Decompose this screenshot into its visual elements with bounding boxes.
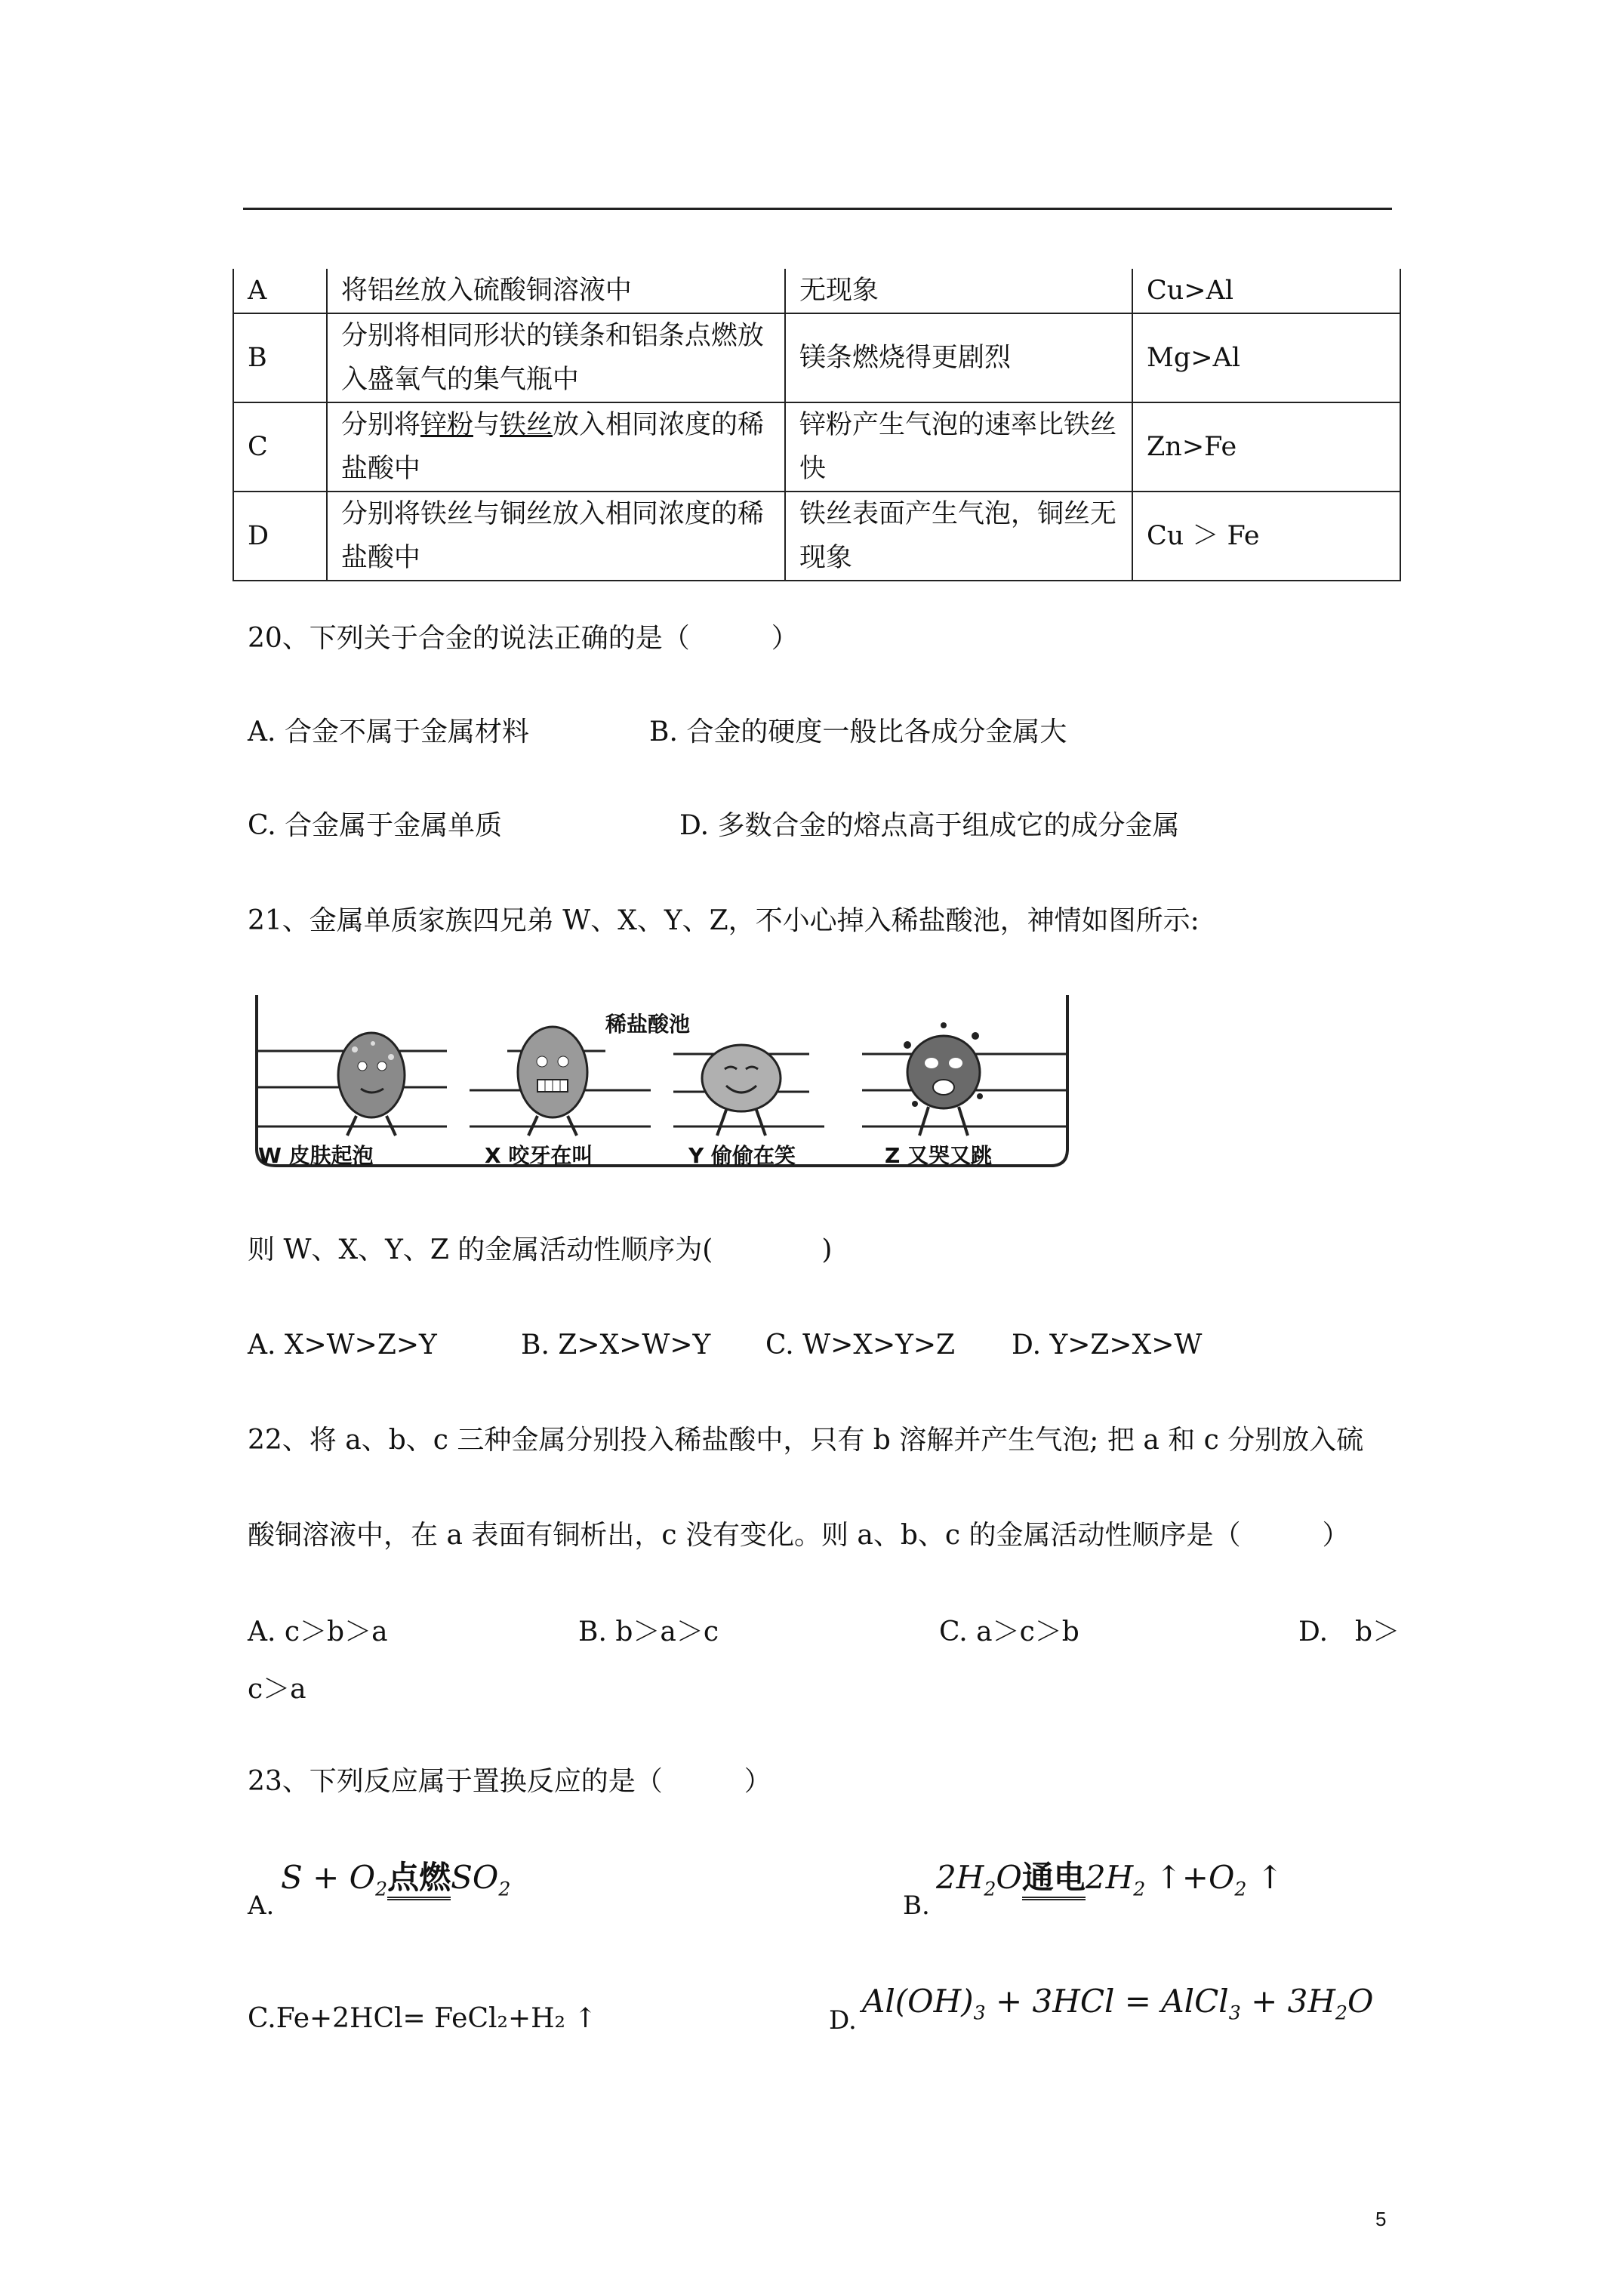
q23-option-d-equation: $Al(OH)_3 + 3HCl$ = AlCl$_3$ + $3H_2O$ xyxy=(862,1983,1374,2024)
caption-y: Y 偷偷在笑 xyxy=(688,1143,796,1168)
operation-text: 放入相同浓度的稀盐酸中 xyxy=(340,410,764,484)
q20-option-a: A. 合金不属于金属材料 xyxy=(248,717,529,747)
q23-option-d-label: D. xyxy=(829,2005,857,2036)
conclusion-cell: Zn>Fe xyxy=(1132,402,1400,492)
q21-option-c: C. W>X>Y>Z xyxy=(765,1330,956,1361)
operation-cell xyxy=(327,402,785,492)
q22-line2: 酸铜溶液中，在 a 表面有铜析出，c 没有变化。则 a、b、c 的金属活动性顺序是（ ） xyxy=(248,1520,1350,1551)
metal-x-character xyxy=(518,1027,587,1136)
header-rule xyxy=(243,208,1392,210)
pool-label: 稀盐酸池 xyxy=(605,1012,691,1037)
q23-option-c: C.Fe+2HCl= FeCl₂+H₂ ↑ xyxy=(248,2003,597,2034)
q20-option-b: B. 合金的硬度一般比各成分金属大 xyxy=(649,717,1067,747)
q21-option-a: A. X>W>Z>Y xyxy=(248,1330,437,1361)
row-label: C xyxy=(233,402,327,492)
conclusion-cell: Mg>Al xyxy=(1132,313,1400,402)
phenomenon-cell: 锌粉产生气泡的速率比铁丝快 xyxy=(785,402,1132,492)
operation-cell: 分别将铁丝与铜丝放入相同浓度的稀盐酸中 xyxy=(327,492,785,581)
operation-cell: 分别将相同形状的镁条和铝条点燃放入盛氧气的集气瓶中 xyxy=(327,313,785,402)
q23-option-b-equation: $2H_2O$通电$2H_2$ $↑+O_2$ ↑ xyxy=(936,1859,1283,1900)
acid-pool-illustration xyxy=(251,991,1073,1172)
q21-option-b: B. Z>X>W>Y xyxy=(521,1330,711,1361)
metal-w-character xyxy=(338,1033,405,1136)
experiment-table xyxy=(233,269,1401,581)
q23-option-a-equation: $S + O_2$点燃$SO_2$ xyxy=(281,1859,511,1900)
metal-z-character xyxy=(904,1022,983,1136)
q23-stem: 23、下列反应属于置换反应的是（ ） xyxy=(248,1766,771,1797)
q23-option-b-label: B. xyxy=(903,1891,930,1921)
q20-option-d: D. 多数合金的熔点高于组成它的成分金属 xyxy=(679,810,1180,841)
operation-cell: 将铝丝放入硫酸铜溶液中 xyxy=(327,269,785,313)
underlined-term: 锌粉 xyxy=(420,410,473,440)
q22-option-d-wrap: c＞a xyxy=(248,1674,306,1705)
underlined-term: 铁丝 xyxy=(499,410,553,440)
conclusion-cell: Cu>Al xyxy=(1132,269,1400,313)
q23-option-a-label: A. xyxy=(248,1891,275,1921)
phenomenon-cell: 无现象 xyxy=(785,269,1132,313)
q21-ask: 则 W、X、Y、Z 的金属活动性顺序为( ) xyxy=(248,1234,833,1265)
operation-text: 分别将 xyxy=(340,410,420,440)
phenomenon-cell: 镁条燃烧得更剧烈 xyxy=(785,313,1132,402)
acid-pool-figure xyxy=(251,991,1073,1172)
phenomenon-cell: 铁丝表面产生气泡，铜丝无现象 xyxy=(785,492,1132,581)
q22-option-d: D. b＞ xyxy=(1298,1616,1400,1647)
row-label: D xyxy=(233,492,327,581)
caption-w: W 皮肤起泡 xyxy=(258,1143,374,1168)
q20-option-c: C. 合金属于金属单质 xyxy=(248,810,503,841)
row-label: A xyxy=(233,269,327,313)
table-row xyxy=(233,313,1400,402)
conclusion-cell: Cu ＞ Fe xyxy=(1132,492,1400,581)
metal-y-character xyxy=(702,1045,781,1136)
caption-z: Z 又哭又跳 xyxy=(885,1143,993,1168)
q22-option-c: C. a＞c＞b xyxy=(939,1616,1079,1647)
caption-x: X 咬牙在叫 xyxy=(485,1143,593,1168)
q21-stem: 21、金属单质家族四兄弟 W、X、Y、Z，不小心掉入稀盐酸池，神情如图所示: xyxy=(248,905,1200,936)
q21-option-d: D. Y>Z>X>W xyxy=(1012,1330,1203,1361)
q22-option-b: B. b＞a＞c xyxy=(578,1616,719,1647)
table-row xyxy=(233,269,1400,313)
table-row xyxy=(233,402,1400,492)
row-label: B xyxy=(233,313,327,402)
q22-option-a: A. c＞b＞a xyxy=(248,1616,388,1647)
table-row xyxy=(233,492,1400,581)
q22-line1: 22、将 a、b、c 三种金属分别投入稀盐酸中，只有 b 溶解并产生气泡; 把 a 和 c 分别放入硫 xyxy=(248,1425,1364,1456)
q20-stem: 20、下列关于合金的说法正确的是（ ） xyxy=(248,623,799,654)
operation-text: 与 xyxy=(473,410,500,440)
page-number: 5 xyxy=(1375,2208,1387,2230)
